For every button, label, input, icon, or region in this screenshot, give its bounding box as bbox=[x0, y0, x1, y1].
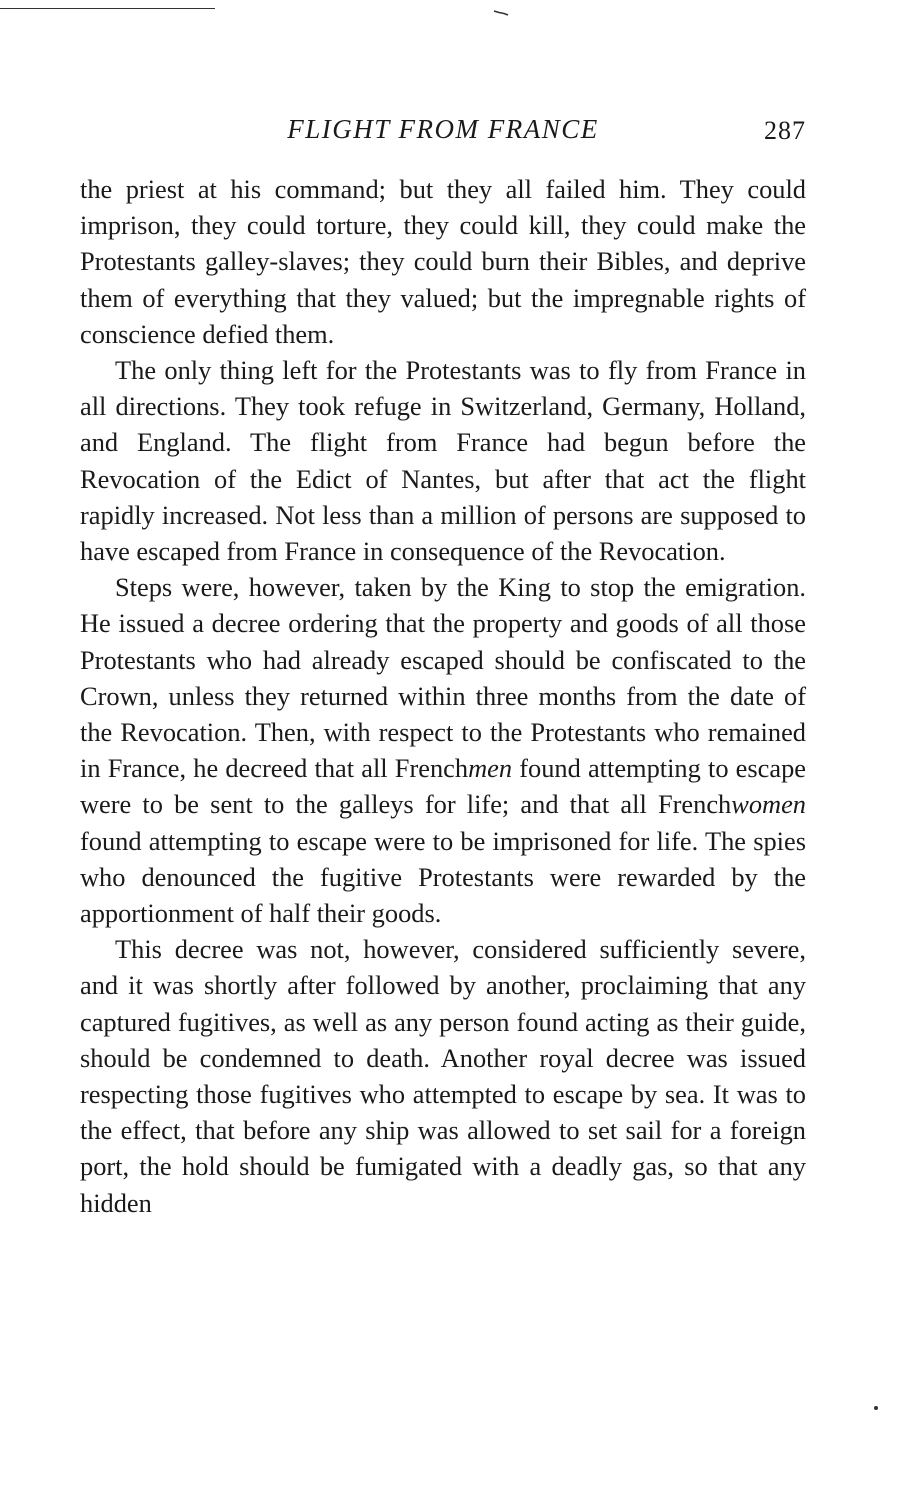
top-rule bbox=[0, 8, 215, 9]
paragraph-3-part-3: found attempting to escape were to be imprisoned for life. The spies who denounced the fugitive Protestants were rewarded by the apportionment of half their goods. bbox=[80, 825, 806, 929]
paragraph-3-italic-women: women bbox=[731, 789, 806, 820]
paragraph-3-italic-men: men bbox=[468, 753, 513, 784]
running-head bbox=[80, 112, 806, 152]
paragraph-4: This decree was not, however, considered sufficiently severe, and it was shortly after followed by another, proclaiming that any captured fugitives, as well as any person found acting as their guide, should be condemned to death. Another royal decree was issued respecting those fugitives who attempted to escape by sea. It was to the effect, that before any ship was allowed to set sail for a foreign port, the hold should be fumigated with a deadly gas, so that any hidden bbox=[80, 934, 806, 1218]
paragraph-3-part-2: found attempting to escape were to be sent to the galleys for life; and that all French bbox=[80, 753, 807, 820]
ink-speck bbox=[493, 10, 509, 16]
margin-dot bbox=[874, 1406, 878, 1410]
paragraph-3-part-1: Steps were, however, taken by the King to stop the emigration. He issued a decree ordering that the property and goods of all those Protestants who had already escaped should be confiscated to the Crown, unless they returned within three months from the date of the Revocation. Then, with respect to the Protestants who remained in France, he decreed that all French bbox=[80, 572, 806, 784]
paragraph-3 bbox=[80, 569, 806, 931]
page-number: 287 bbox=[764, 116, 806, 145]
paragraph-1: the priest at his command; but they all failed him. They could imprison, they could torture, they could kill, they could make the Protestants galley-slaves; they could burn their Bibles, and deprive them of everything that they valued; but the impregnable rights of conscience defied them. bbox=[80, 174, 806, 349]
paragraph-2: The only thing left for the Protestants was to fly from France in all directions. They took refuge in Switzerland, Germany, Holland, and England. The flight from France had begun before the Revocation of the Edict of Nantes, but after that act the flight rapidly increased. Not less than a million of persons are supposed to have escaped from France in consequence of the Revocation. bbox=[80, 355, 806, 567]
body-text bbox=[80, 171, 806, 1221]
running-title: FLIGHT FROM FRANCE bbox=[287, 114, 599, 144]
